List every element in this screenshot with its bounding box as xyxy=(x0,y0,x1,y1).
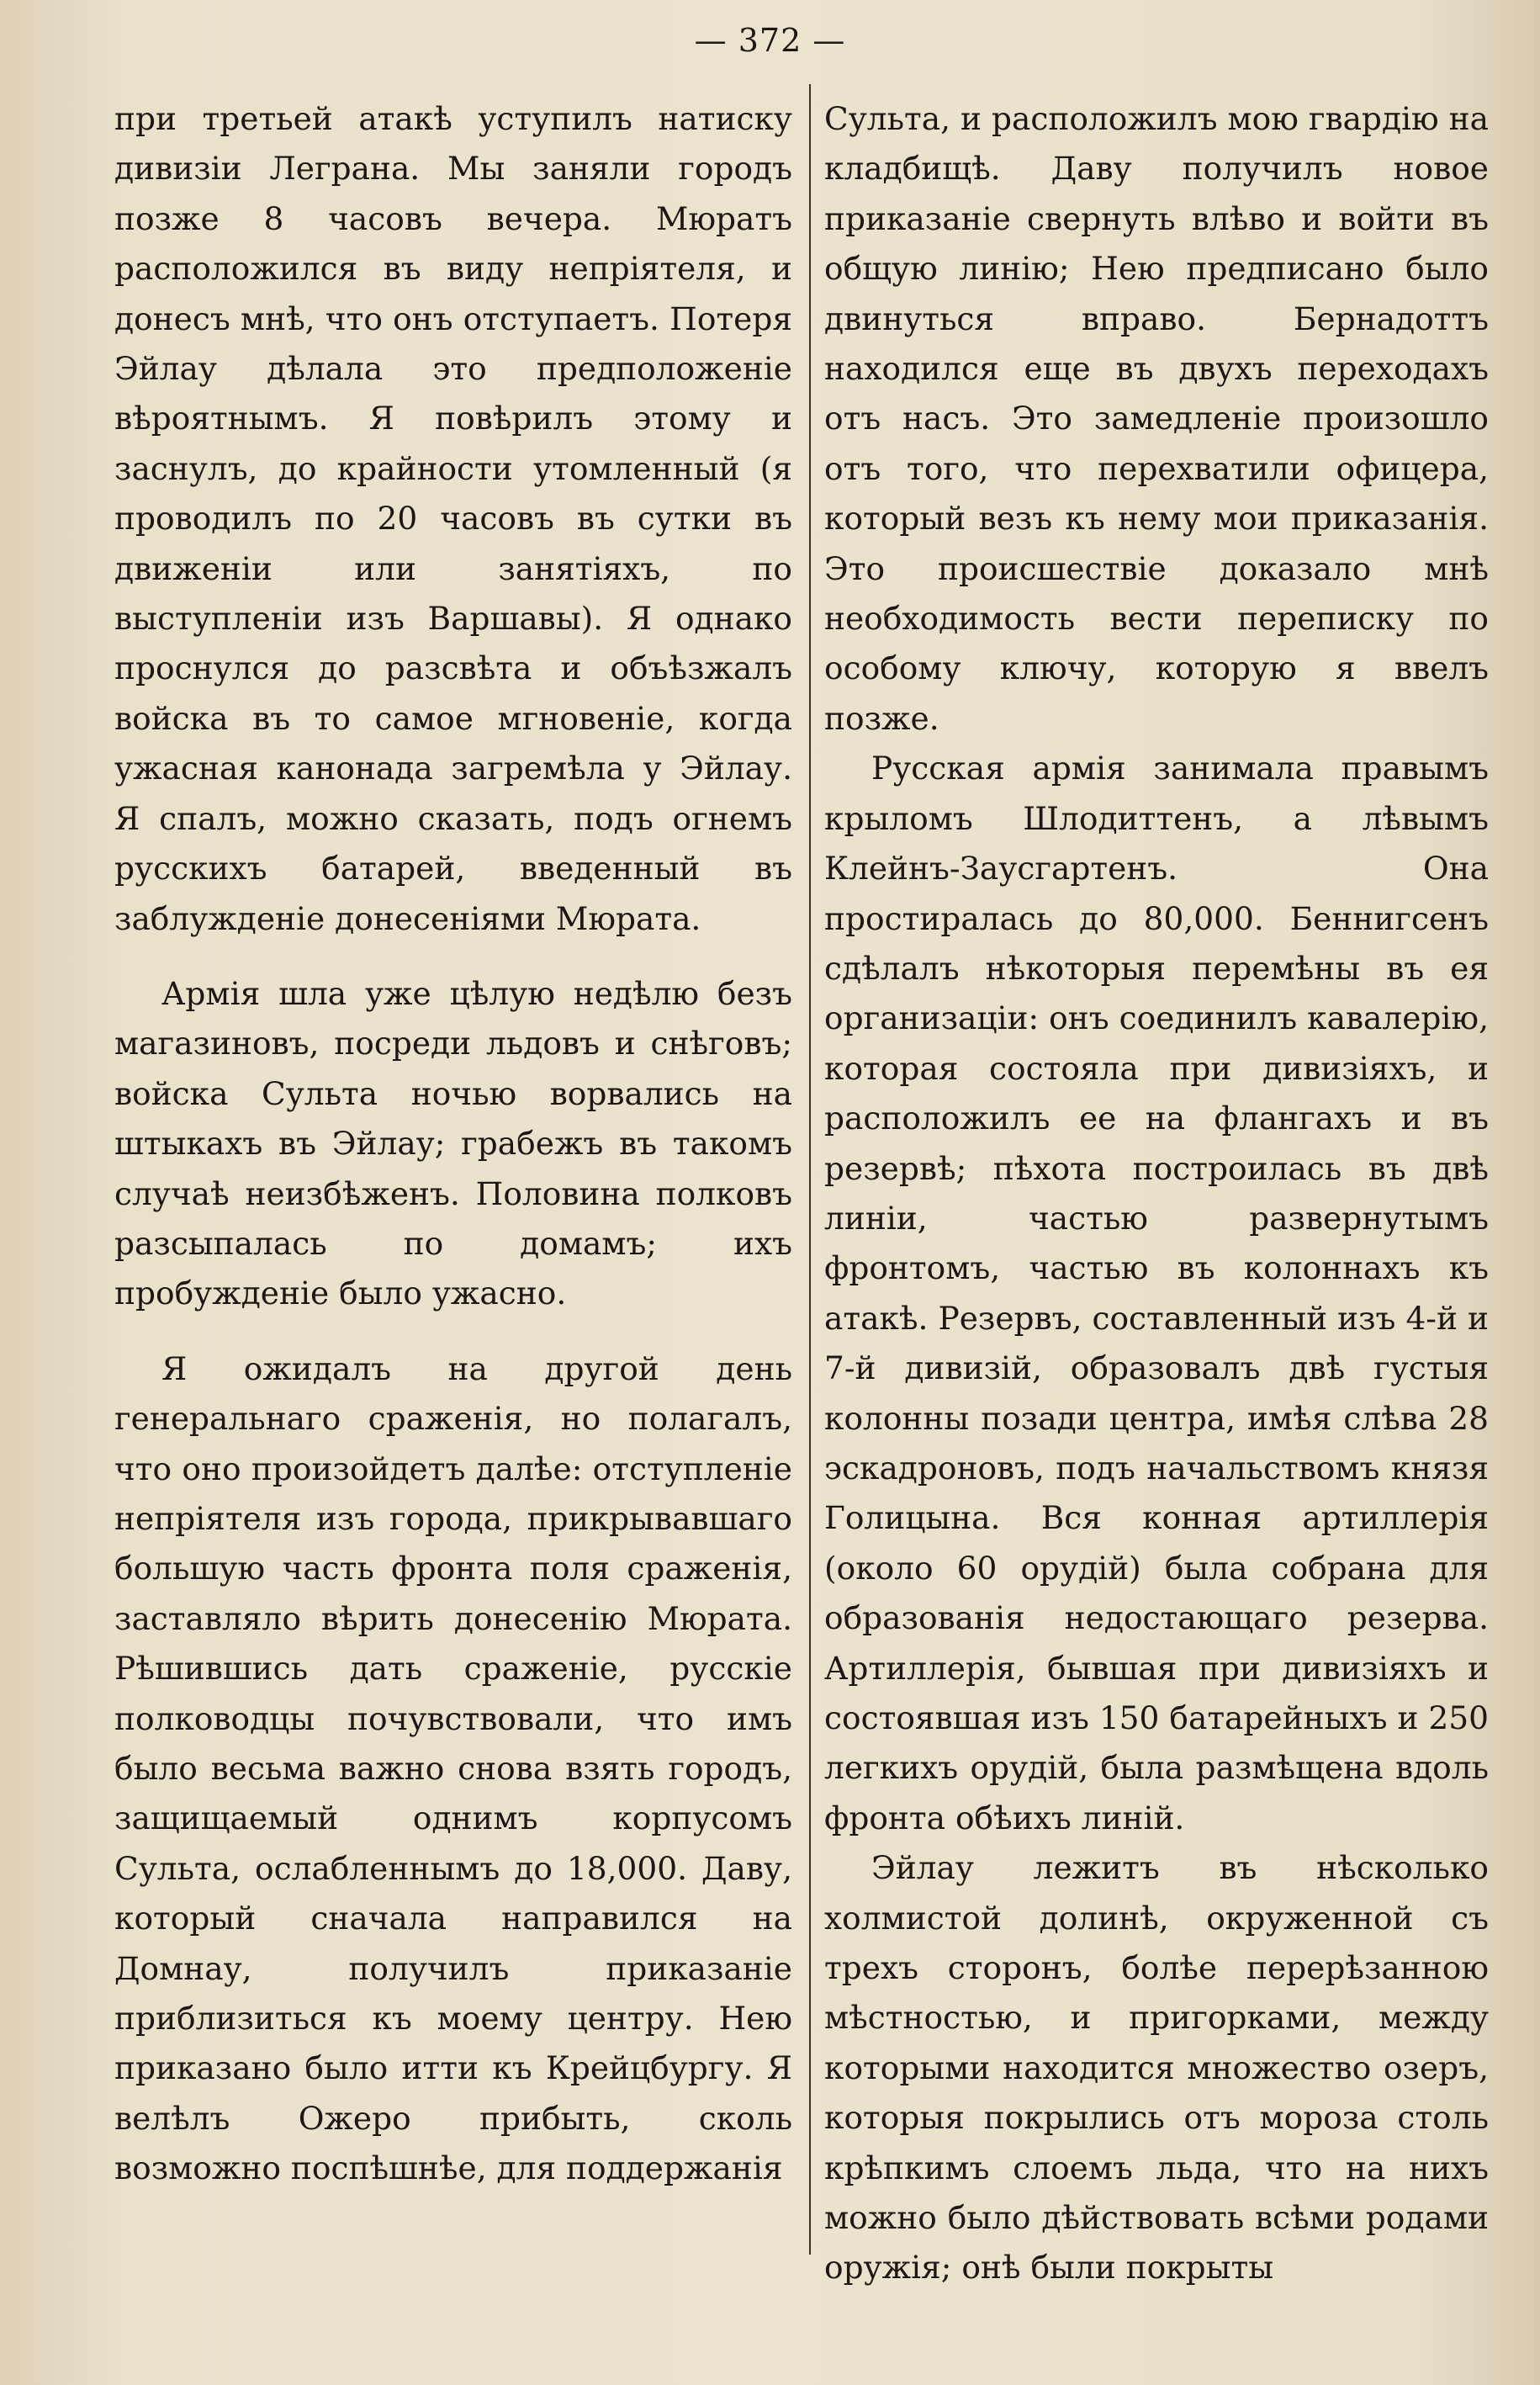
paragraph: Эйлау лежитъ въ нѣсколько холмистой долинѣ, окруженной съ трехъ сторонъ, болѣе перерѣзанною мѣстностью, и пригорками, между которыми находится множество озеръ, которыя покрылись отъ мороза столь крѣпкимъ слоемъ льда, что на нихъ можно было дѣйствовать всѣми родами оружія; онѣ были покрыты xyxy=(824,1849,1489,2287)
paragraph: Сульта, и расположилъ мою гвардію на кладбищѣ. Даву получилъ новое приказаніе свернуть влѣво и войти въ общую линію; Нею предписано было двинуться вправо. Бернадоттъ находился еще въ двухъ переходахъ отъ насъ. Это замедленіе произошло отъ того, что перехватили офицера, который везъ къ нему мои приказанія. Это происшествіе доказало мнѣ необходимость вести переписку по особому ключу, которую я ввелъ позже. xyxy=(824,100,1489,737)
paragraph: Армія шла уже цѣлую недѣлю безъ магазиновъ, посреди льдовъ и снѣговъ; войска Сульта ночью ворвались на штыкахъ въ Эйлау; грабежъ въ такомъ случаѣ неизбѣженъ. Половина полковъ разсыпалась по домамъ; ихъ пробужденіе было ужасно. xyxy=(114,974,792,1312)
column-divider xyxy=(809,84,811,2255)
paragraph: Русская армія занимала правымъ крыломъ Шлодиттенъ, а лѣвымъ Клейнъ-Заусгартенъ. Она простиралась до 80,000. Беннигсенъ сдѣлалъ нѣкоторыя перемѣны въ ея организаціи: онъ соединилъ кавалерію, которая состояла при дивизіяхъ, и расположилъ ее на флангахъ и въ резервѣ; пѣхота построилась въ двѣ линіи, частью развернутымъ фронтомъ, частью въ колоннахъ къ атакѣ. Резервъ, составленный изъ 4-й и 7-й дивизій, образовалъ двѣ густыя колонны позади центра, имѣя слѣва 28 эскадроновъ, подъ начальствомъ князя Голицына. Вся конная артиллерія (около 60 орудій) была собрана для образованія недостающаго резерва. Артиллерія, бывшая при дивизіяхъ и состоявшая изъ 150 батарейныхъ и 250 легкихъ орудій, была размѣщена вдоль фронта обѣихъ линій. xyxy=(824,750,1489,1836)
paragraph: Я ожидалъ на другой день генеральнаго сраженія, но полагалъ, что оно произойдетъ далѣе: отступленіе непріятеля изъ города, прикрывавшаго большую часть фронта поля сраженія, заставляло вѣрить донесенію Мюрата. Рѣшившись дать сраженіе, русскіе полководцы почувствовали, что имъ было весьма важно снова взять городъ, защищаемый однимъ корпусомъ Сульта, ослабленнымъ до 18,000. Даву, который сначала направился на Домнау, получилъ приказаніе приблизиться къ моему центру. Нею приказано было итти къ Крейцбургу. Я велѣлъ Ожеро прибыть, сколь возможно поспѣшнѣе, для поддержанія xyxy=(114,1349,792,2187)
paragraph: при третьей атакѣ уступилъ натиску дивизіи Леграна. Мы заняли городъ позже 8 часовъ вечера. Мюратъ расположился въ виду непріятеля, и донесъ мнѣ, что онъ отступаетъ. Потеря Эйлау дѣлала это предположеніе вѣроятнымъ. Я повѣрилъ этому и заснулъ, до крайности утомленный (я проводилъ по 20 часовъ въ сутки въ движеніи или занятіяхъ, по выступленіи изъ Варшавы). Я однако проснулся до разсвѣта и объѣзжалъ войска въ то самое мгновеніе, когда ужасная канонада загремѣла у Эйлау. Я спалъ, можно сказать, подъ огнемъ русскихъ батарей, введенный въ заблужденіе донесеніями Мюрата. xyxy=(114,100,792,937)
left-column xyxy=(114,94,792,2194)
right-column xyxy=(824,94,1489,2293)
page-number: — 372 — xyxy=(694,22,846,59)
